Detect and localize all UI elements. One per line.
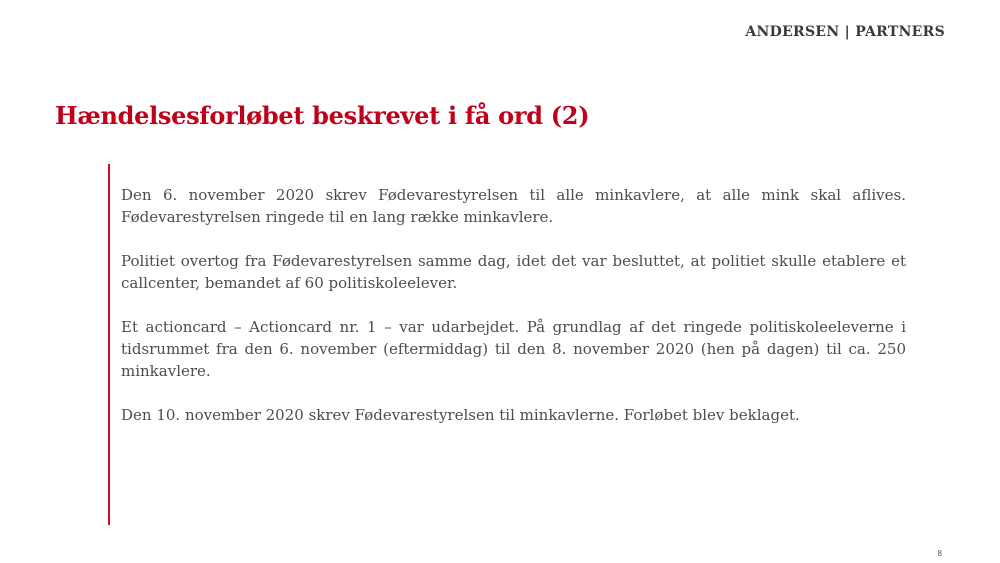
slide-body bbox=[121, 184, 906, 448]
accent-divider-line bbox=[108, 164, 110, 525]
paragraph-3: Et actioncard – Actioncard nr. 1 – var udarbejdet. På grundlag af det ringede politiskoleeleverne i tidsrummet fra den 6. november (eftermiddag) til den 8. november 2020 (hen på dagen) til ca. 250 minkavlere. bbox=[121, 318, 906, 380]
paragraph-4: Den 10. november 2020 skrev Fødevarestyrelsen til minkavlerne. Forløbet blev beklaget. bbox=[121, 406, 800, 424]
slide-title: Hændelsesforløbet beskrevet i få ord (2) bbox=[55, 101, 590, 130]
brand-logo-text: ANDERSEN | PARTNERS bbox=[745, 24, 945, 40]
paragraph-1: Den 6. november 2020 skrev Fødevarestyrelsen til alle minkavlere, at alle mink skal aflives. Fødevarestyrelsen ringede til en lang række minkavlere. bbox=[121, 186, 906, 226]
paragraph-2: Politiet overtog fra Fødevarestyrelsen samme dag, idet det var besluttet, at politiet skulle etablere et callcenter, bemandet af 60 politiskoleelever. bbox=[121, 252, 906, 292]
page-number: 8 bbox=[937, 549, 942, 558]
